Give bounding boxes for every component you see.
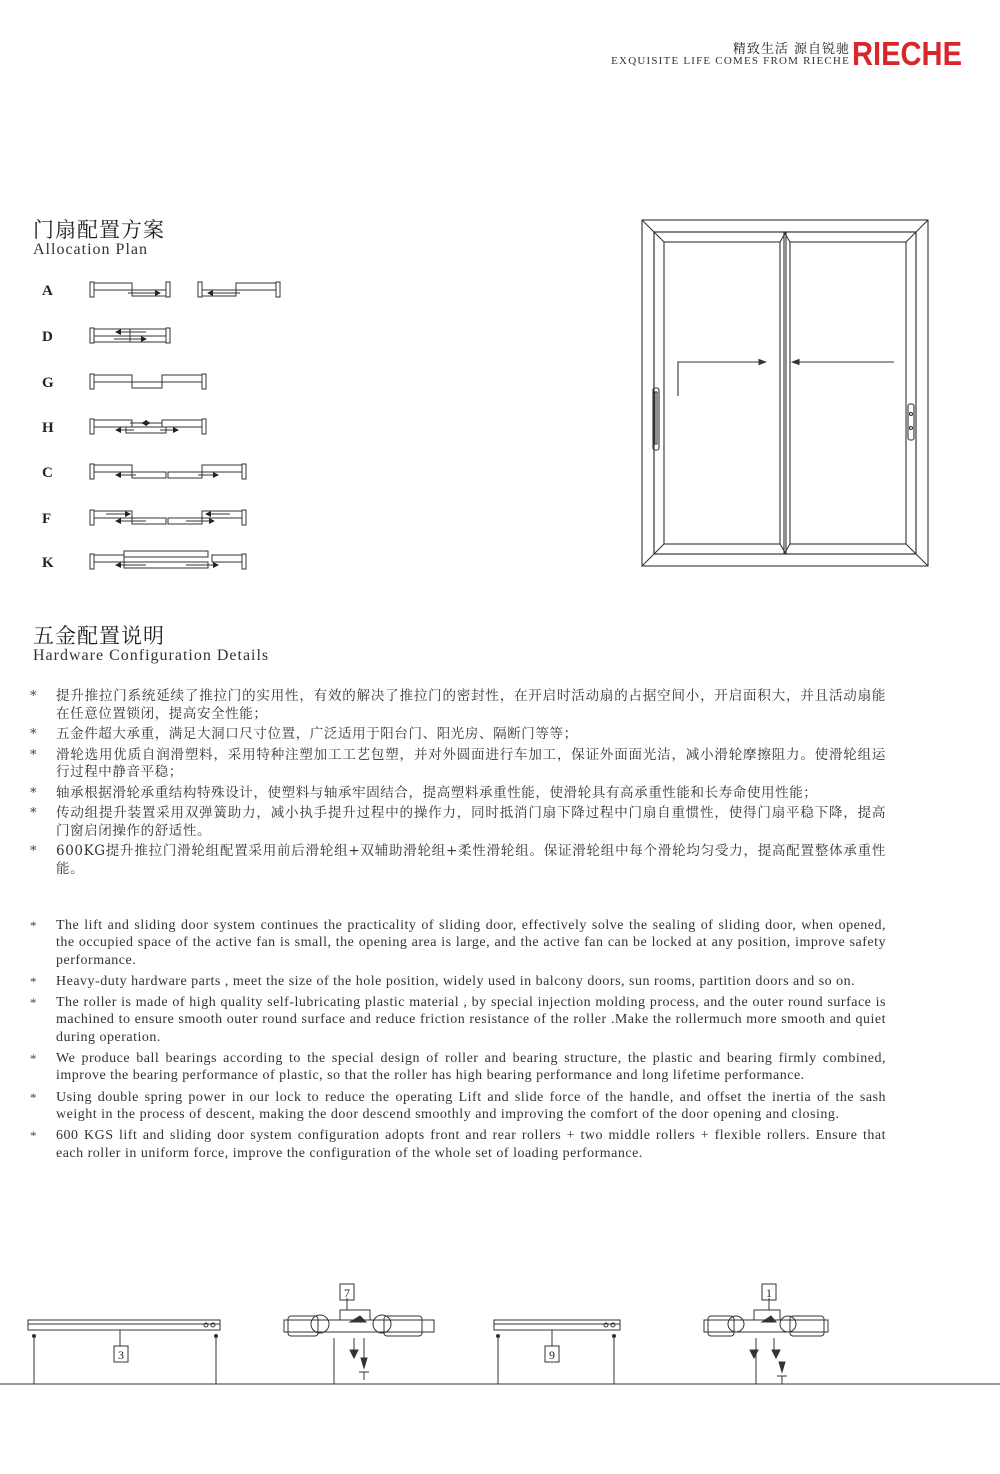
bullet-star: * xyxy=(30,1128,37,1144)
plan-letter-g: G xyxy=(42,375,54,391)
bullet-star: * xyxy=(30,747,38,763)
allocation-title-cn: 门扇配置方案 xyxy=(33,218,165,242)
hardware-bullets-cn xyxy=(30,688,886,881)
plan-letter-c: C xyxy=(42,465,53,481)
bullet-en-1: * The lift and sliding door system continues the practicality of sliding door, effectively solve the sealing of sliding door, when opened, the occupied space of the active fan is small, the opening area is large, and the active fan can be locked at any position, improve safety performance. xyxy=(30,918,886,968)
bullet-star: * xyxy=(30,844,38,859)
header-slogan-cn: 精致生活 源自锐驰 xyxy=(732,42,850,57)
plan-letter-h: H xyxy=(42,420,54,436)
hardware-title-cn: 五金配置说明 xyxy=(33,624,165,648)
rieche-logo xyxy=(852,35,962,72)
hardware-title-en: Hardware Configuration Details xyxy=(33,647,270,664)
allocation-title-en: Allocation Plan xyxy=(33,241,148,258)
plan-d xyxy=(90,328,170,343)
plan-g xyxy=(90,374,206,389)
part-label-9: 9 xyxy=(549,1348,555,1362)
plan-a-right xyxy=(198,282,280,297)
part-label-3: 3 xyxy=(118,1348,124,1362)
bullet-cn-5: * 传动组提升装置采用双弹簧助力，减小执手提升过程中的操作力，同时抵消门扇下降过程中门扇自重惯性，使得门扇平稳下降，提高门窗启闭操作的舒适性。 xyxy=(30,805,886,839)
bullet-cn-1: * 提升推拉门系统延续了推拉门的实用性，有效的解决了推拉门的密封性，在开启时活动扇的占据空间小，开启面积大，并且活动扇能在任意位置锁闭，提高安全性能； xyxy=(30,688,886,722)
bullet-star: * xyxy=(30,806,38,821)
bullet-star: * xyxy=(30,785,38,801)
part-roller-7 xyxy=(284,1284,434,1384)
plan-k xyxy=(90,551,246,569)
plan-letter-d: D xyxy=(42,329,53,345)
hardware-parts-drawing xyxy=(0,1280,1000,1400)
hardware-bullets-en xyxy=(30,917,886,1166)
plan-h xyxy=(90,419,206,434)
plan-c xyxy=(90,464,246,479)
bullet-en-3: * The roller is made of high quality self-lubricating plastic material , by special injection molding process, and the outer round surface is machined to ensure smooth outer round surface and reduce friction resistance of the roller .Make the rollermuch more smooth and quiet during operation. xyxy=(30,995,886,1045)
bullet-cn-6: * 600KG提升推拉门滑轮组配置采用前后滑轮组+双辅助滑轮组+柔性滑轮组。保证滑轮组中每个滑轮均匀受力，提高配置整体承重性能。 xyxy=(30,843,886,877)
allocation-diagrams xyxy=(86,270,296,580)
bullet-cn-4: * 轴承根据滑轮承重结构特殊设计，使塑料与轴承牢固结合，提高塑料承重性能，使滑轮具有高承重性能和长寿命使用性能； xyxy=(30,784,818,801)
plan-a-left xyxy=(90,282,170,297)
bullet-star: * xyxy=(30,973,37,989)
part-label-7: 7 xyxy=(344,1286,350,1300)
bullet-cn-2: * 五金件超大承重，满足大洞口尺寸位置，广泛适用于阳台门、阳光房、隔断门等等； xyxy=(30,726,578,742)
bullet-star: * xyxy=(30,1051,37,1067)
bullet-star: * xyxy=(30,918,37,933)
plan-letter-f: F xyxy=(42,511,52,527)
plan-letter-a: A xyxy=(42,283,53,299)
svg-text:RIECHE: RIECHE xyxy=(852,35,962,72)
bullet-star: * xyxy=(30,689,38,704)
plan-f xyxy=(90,510,246,525)
header-slogan-en: EXQUISITE LIFE COMES FROM RIECHE xyxy=(611,55,850,67)
plan-letter-k: K xyxy=(42,555,54,571)
bullet-star: * xyxy=(30,727,38,742)
bullet-en-2: * Heavy-duty hardware parts , meet the size of the hole position, widely used in balcony doors, sun rooms, partition doors and so on. xyxy=(30,973,856,989)
sliding-door-elevation xyxy=(640,218,930,568)
part-rail-3 xyxy=(28,1320,220,1384)
bullet-en-5: * Using double spring power in our lock to reduce the operating Lift and slide force of the handle, and offset the inertia of the sash weight in the process of descent, making the door descend smoothly and improving the comfort of the door opening and closing. xyxy=(30,1089,886,1122)
part-label-1: 1 xyxy=(766,1286,772,1300)
bullet-cn-3: * 滑轮选用优质自润滑塑料，采用特种注塑加工工艺包塑，并对外圆面进行车加工，保证外面面光洁，减小滑轮摩擦阻力。使滑轮组运行过程中静音平稳； xyxy=(30,746,886,780)
part-rail-9 xyxy=(494,1320,620,1384)
bullet-en-6: * 600 KGS lift and sliding door system configuration adopts front and rear rollers + two middle rollers + flexible rollers. Ensure that each roller in uniform force, improve the configuration of the whole set of loading performance. xyxy=(30,1128,886,1161)
bullet-en-4: * We produce ball bearings according to the special design of roller and bearing structure, the plastic and bearing firmly combined, improve the bearing performance of plastic, so that the roller has high bearing performance and long lifetime performance. xyxy=(30,1051,886,1084)
bullet-star: * xyxy=(30,995,37,1011)
bullet-star: * xyxy=(30,1089,37,1105)
